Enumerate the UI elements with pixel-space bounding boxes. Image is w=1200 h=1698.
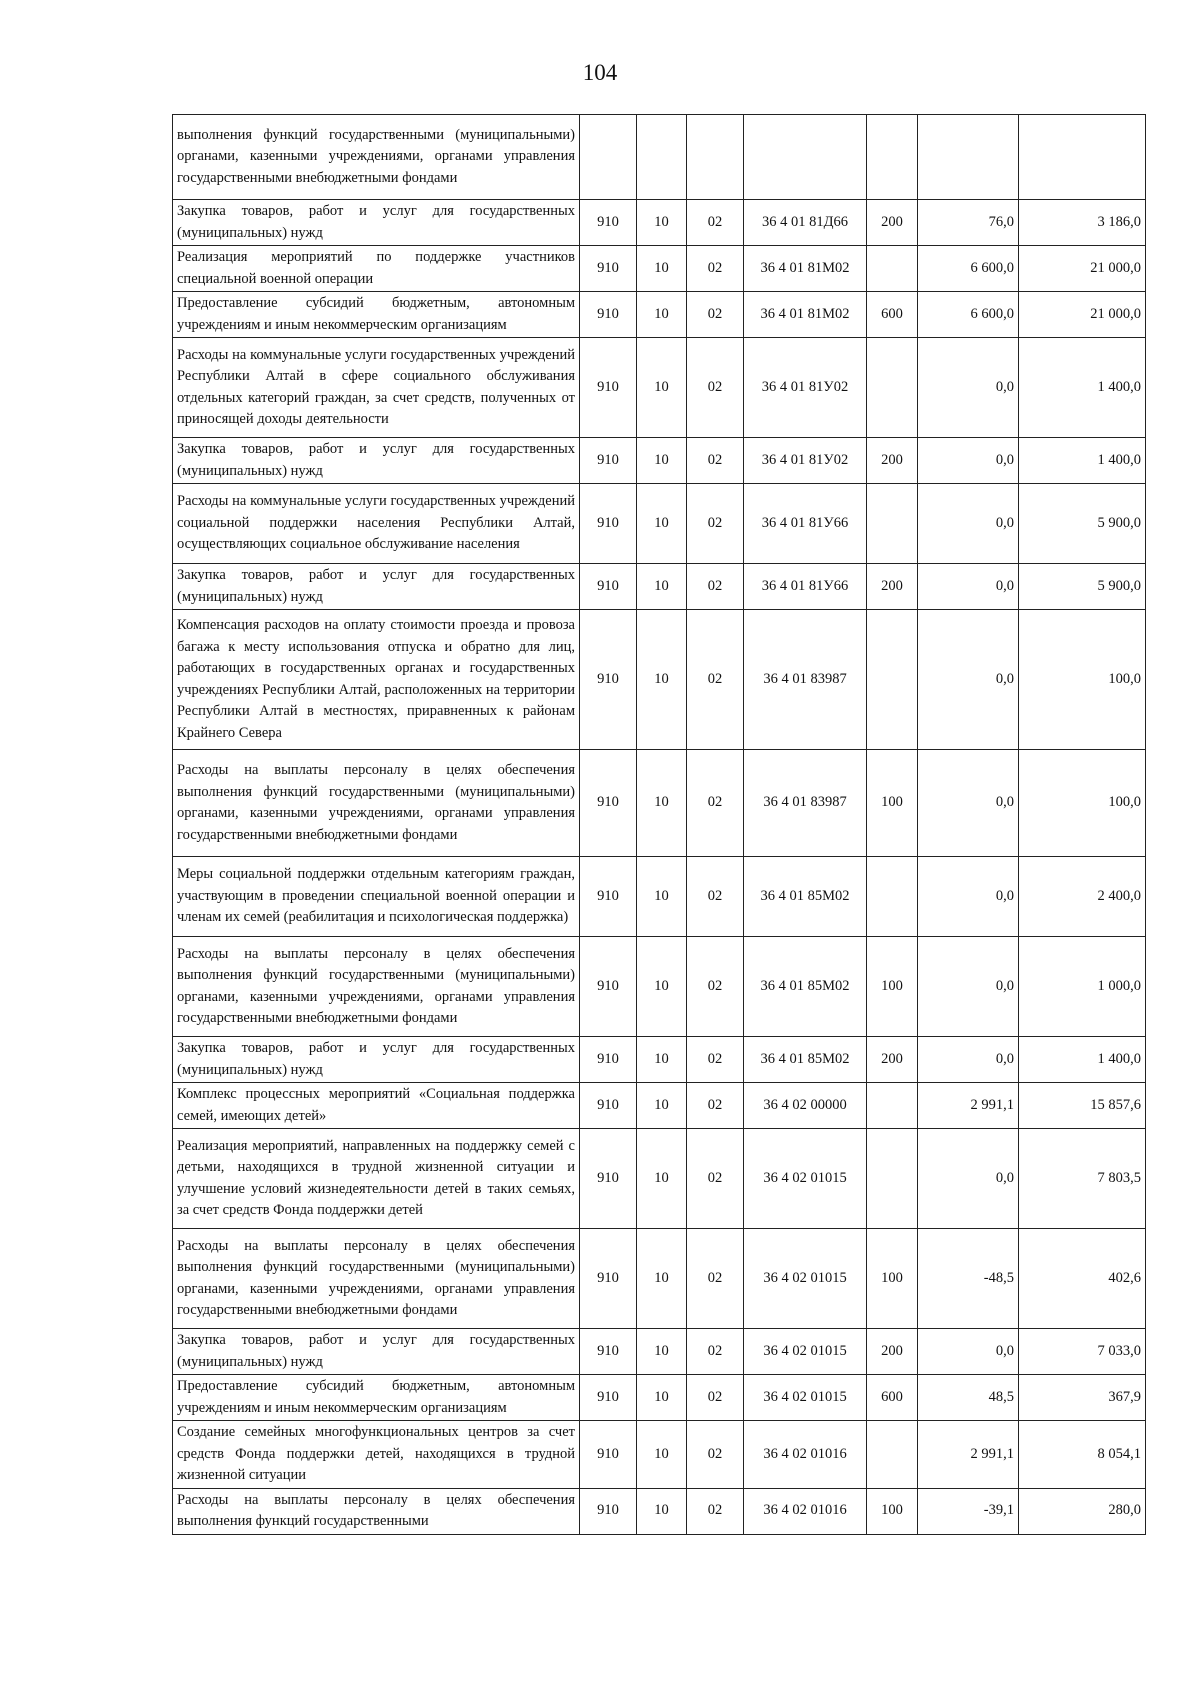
page-number: 104 (582, 60, 618, 85)
subsection-code: 02 (687, 292, 744, 338)
ved-code: 910 (580, 1421, 637, 1489)
table-row (173, 750, 1146, 857)
row-name: Комплекс процессных мероприятий «Социальная поддержка семей, имеющих детей» (173, 1083, 580, 1129)
subsection-code: 02 (687, 246, 744, 292)
subsection-code: 02 (687, 564, 744, 610)
section-code (637, 115, 687, 200)
row-name: Реализация мероприятий, направленных на поддержку семей с детьми, находящихся в трудной жизненной ситуации и улучшение условий жизнедеятельности детей в таких семьях, за счет средств Фонда поддержки детей (173, 1129, 580, 1229)
section-code: 10 (637, 1375, 687, 1421)
target-article-code: 36 4 02 00000 (744, 1083, 867, 1129)
expense-type-code (867, 338, 918, 438)
amount-change: -48,5 (918, 1229, 1019, 1329)
amount-total: 3 186,0 (1019, 200, 1146, 246)
subsection-code: 02 (687, 338, 744, 438)
section-code: 10 (637, 610, 687, 750)
expense-type-code (867, 610, 918, 750)
row-name: Закупка товаров, работ и услуг для государственных (муниципальных) нужд (173, 438, 580, 484)
row-name: Расходы на коммунальные услуги государственных учреждений Республики Алтай в сфере социального обслуживания отдельных категорий граждан, за счет средств, полученных от приносящей доходы деятельности (173, 338, 580, 438)
expense-type-code: 100 (867, 750, 918, 857)
ved-code: 910 (580, 1129, 637, 1229)
subsection-code: 02 (687, 1129, 744, 1229)
section-code: 10 (637, 1037, 687, 1083)
expense-type-code: 100 (867, 937, 918, 1037)
amount-total: 21 000,0 (1019, 292, 1146, 338)
amount-change: 0,0 (918, 1037, 1019, 1083)
table-row (173, 1229, 1146, 1329)
table-row (173, 1488, 1146, 1534)
amount-total: 21 000,0 (1019, 246, 1146, 292)
target-article-code: 36 4 02 01015 (744, 1375, 867, 1421)
subsection-code: 02 (687, 1421, 744, 1489)
amount-total: 280,0 (1019, 1488, 1146, 1534)
section-code: 10 (637, 750, 687, 857)
target-article-code: 36 4 01 81М02 (744, 292, 867, 338)
amount-change: 0,0 (918, 484, 1019, 564)
table-row (173, 484, 1146, 564)
table-row (173, 115, 1146, 200)
row-name: Расходы на коммунальные услуги государственных учреждений социальной поддержки населения Республики Алтай, осуществляющих социальное обслуживание населения (173, 484, 580, 564)
row-name: Компенсация расходов на оплату стоимости проезда и провоза багажа к месту использования отпуска и обратно для лиц, работающих в государственных органах и государственных учреждениях Республики Алтай, расположенных на территории Республики Алтай в местностях, приравненных к районам Крайнего Севера (173, 610, 580, 750)
amount-total: 100,0 (1019, 610, 1146, 750)
amount-change: 0,0 (918, 1129, 1019, 1229)
expense-type-code: 100 (867, 1229, 918, 1329)
expense-type-code: 200 (867, 200, 918, 246)
row-name: Реализация мероприятий по поддержке участников специальной военной операции (173, 246, 580, 292)
ved-code: 910 (580, 438, 637, 484)
expense-type-code: 600 (867, 1375, 918, 1421)
table-row (173, 1083, 1146, 1129)
expense-type-code (867, 484, 918, 564)
expense-type-code (867, 115, 918, 200)
amount-total: 5 900,0 (1019, 564, 1146, 610)
amount-change: 0,0 (918, 438, 1019, 484)
target-article-code: 36 4 01 85М02 (744, 1037, 867, 1083)
amount-total: 1 000,0 (1019, 937, 1146, 1037)
subsection-code: 02 (687, 1229, 744, 1329)
target-article-code: 36 4 01 83987 (744, 750, 867, 857)
target-article-code: 36 4 01 85М02 (744, 937, 867, 1037)
expense-type-code (867, 1421, 918, 1489)
table-row (173, 564, 1146, 610)
table-row (173, 292, 1146, 338)
section-code: 10 (637, 200, 687, 246)
ved-code: 910 (580, 246, 637, 292)
subsection-code: 02 (687, 610, 744, 750)
table-row (173, 200, 1146, 246)
amount-change: 2 991,1 (918, 1421, 1019, 1489)
subsection-code: 02 (687, 1488, 744, 1534)
ved-code: 910 (580, 937, 637, 1037)
amount-change: 0,0 (918, 338, 1019, 438)
section-code: 10 (637, 937, 687, 1037)
section-code: 10 (637, 484, 687, 564)
target-article-code: 36 4 01 81Д66 (744, 200, 867, 246)
target-article-code: 36 4 02 01016 (744, 1488, 867, 1534)
ved-code: 910 (580, 1329, 637, 1375)
subsection-code: 02 (687, 1375, 744, 1421)
amount-total: 2 400,0 (1019, 857, 1146, 937)
subsection-code: 02 (687, 857, 744, 937)
row-name: Расходы на выплаты персоналу в целях обеспечения выполнения функций государственными (173, 1488, 580, 1534)
expense-type-code: 200 (867, 1329, 918, 1375)
amount-change: 0,0 (918, 564, 1019, 610)
expense-type-code: 100 (867, 1488, 918, 1534)
expense-type-code: 200 (867, 564, 918, 610)
target-article-code: 36 4 02 01015 (744, 1229, 867, 1329)
expense-type-code: 200 (867, 1037, 918, 1083)
row-name: Расходы на выплаты персоналу в целях обеспечения выполнения функций государственными (муниципальными) органами, казенными учреждениями, органами управления государственными внебюджетными фондами (173, 937, 580, 1037)
amount-total: 402,6 (1019, 1229, 1146, 1329)
target-article-code: 36 4 02 01016 (744, 1421, 867, 1489)
table-row (173, 1375, 1146, 1421)
amount-total: 367,9 (1019, 1375, 1146, 1421)
section-code: 10 (637, 246, 687, 292)
expense-type-code (867, 1083, 918, 1129)
table-body (173, 115, 1146, 1535)
section-code: 10 (637, 1229, 687, 1329)
target-article-code: 36 4 02 01015 (744, 1329, 867, 1375)
row-name: выполнения функций государственными (муниципальными) органами, казенными учреждениями, органами управления государственными внебюджетными фондами (173, 115, 580, 200)
subsection-code: 02 (687, 937, 744, 1037)
table-row (173, 246, 1146, 292)
target-article-code: 36 4 01 81У02 (744, 438, 867, 484)
section-code: 10 (637, 292, 687, 338)
expense-type-code (867, 246, 918, 292)
ved-code: 910 (580, 200, 637, 246)
table-row (173, 1129, 1146, 1229)
amount-change: 0,0 (918, 1329, 1019, 1375)
ved-code: 910 (580, 338, 637, 438)
amount-total (1019, 115, 1146, 200)
ved-code: 910 (580, 1037, 637, 1083)
subsection-code (687, 115, 744, 200)
subsection-code: 02 (687, 200, 744, 246)
table-row (173, 338, 1146, 438)
amount-total: 1 400,0 (1019, 438, 1146, 484)
row-name: Создание семейных многофункциональных центров за счет средств Фонда поддержки детей, находящихся в трудной жизненной ситуации (173, 1421, 580, 1489)
row-name: Предоставление субсидий бюджетным, автономным учреждениям и иным некоммерческим организациям (173, 292, 580, 338)
expense-type-code (867, 857, 918, 937)
row-name: Закупка товаров, работ и услуг для государственных (муниципальных) нужд (173, 564, 580, 610)
target-article-code: 36 4 01 81У66 (744, 564, 867, 610)
expense-type-code: 200 (867, 438, 918, 484)
amount-change: 0,0 (918, 857, 1019, 937)
ved-code (580, 115, 637, 200)
row-name: Расходы на выплаты персоналу в целях обеспечения выполнения функций государственными (муниципальными) органами, казенными учреждениями, органами управления государственными внебюджетными фондами (173, 750, 580, 857)
amount-change (918, 115, 1019, 200)
table-row (173, 1037, 1146, 1083)
section-code: 10 (637, 1329, 687, 1375)
row-name: Закупка товаров, работ и услуг для государственных (муниципальных) нужд (173, 200, 580, 246)
ved-code: 910 (580, 292, 637, 338)
section-code: 10 (637, 857, 687, 937)
table-row (173, 438, 1146, 484)
amount-total: 5 900,0 (1019, 484, 1146, 564)
subsection-code: 02 (687, 750, 744, 857)
table-row (173, 857, 1146, 937)
target-article-code: 36 4 01 81У66 (744, 484, 867, 564)
table-row (173, 1421, 1146, 1489)
target-article-code: 36 4 01 81У02 (744, 338, 867, 438)
subsection-code: 02 (687, 438, 744, 484)
subsection-code: 02 (687, 484, 744, 564)
ved-code: 910 (580, 484, 637, 564)
ved-code: 910 (580, 564, 637, 610)
target-article-code (744, 115, 867, 200)
amount-total: 7 033,0 (1019, 1329, 1146, 1375)
amount-change: 2 991,1 (918, 1083, 1019, 1129)
table-row (173, 937, 1146, 1037)
section-code: 10 (637, 1083, 687, 1129)
amount-change: -39,1 (918, 1488, 1019, 1534)
section-code: 10 (637, 1421, 687, 1489)
section-code: 10 (637, 564, 687, 610)
amount-total: 15 857,6 (1019, 1083, 1146, 1129)
ved-code: 910 (580, 857, 637, 937)
amount-change: 6 600,0 (918, 292, 1019, 338)
amount-change: 76,0 (918, 200, 1019, 246)
table-row (173, 1329, 1146, 1375)
ved-code: 910 (580, 1488, 637, 1534)
section-code: 10 (637, 438, 687, 484)
budget-table (172, 114, 1146, 1535)
row-name: Меры социальной поддержки отдельным категориям граждан, участвующим в проведении специальной военной операции и членам их семей (реабилитация и психологическая поддержка) (173, 857, 580, 937)
ved-code: 910 (580, 1083, 637, 1129)
amount-total: 1 400,0 (1019, 1037, 1146, 1083)
subsection-code: 02 (687, 1329, 744, 1375)
section-code: 10 (637, 338, 687, 438)
table-row (173, 610, 1146, 750)
section-code: 10 (637, 1129, 687, 1229)
amount-total: 1 400,0 (1019, 338, 1146, 438)
target-article-code: 36 4 01 81М02 (744, 246, 867, 292)
amount-total: 7 803,5 (1019, 1129, 1146, 1229)
target-article-code: 36 4 01 85М02 (744, 857, 867, 937)
amount-change: 6 600,0 (918, 246, 1019, 292)
ved-code: 910 (580, 1375, 637, 1421)
expense-type-code: 600 (867, 292, 918, 338)
amount-change: 48,5 (918, 1375, 1019, 1421)
amount-change: 0,0 (918, 937, 1019, 1037)
ved-code: 910 (580, 1229, 637, 1329)
amount-total: 100,0 (1019, 750, 1146, 857)
amount-change: 0,0 (918, 750, 1019, 857)
row-name: Предоставление субсидий бюджетным, автономным учреждениям и иным некоммерческим организациям (173, 1375, 580, 1421)
row-name: Закупка товаров, работ и услуг для государственных (муниципальных) нужд (173, 1329, 580, 1375)
ved-code: 910 (580, 750, 637, 857)
row-name: Расходы на выплаты персоналу в целях обеспечения выполнения функций государственными (муниципальными) органами, казенными учреждениями, органами управления государственными внебюджетными фондами (173, 1229, 580, 1329)
subsection-code: 02 (687, 1083, 744, 1129)
ved-code: 910 (580, 610, 637, 750)
target-article-code: 36 4 02 01015 (744, 1129, 867, 1229)
amount-total: 8 054,1 (1019, 1421, 1146, 1489)
subsection-code: 02 (687, 1037, 744, 1083)
expense-type-code (867, 1129, 918, 1229)
amount-change: 0,0 (918, 610, 1019, 750)
target-article-code: 36 4 01 83987 (744, 610, 867, 750)
section-code: 10 (637, 1488, 687, 1534)
row-name: Закупка товаров, работ и услуг для государственных (муниципальных) нужд (173, 1037, 580, 1083)
